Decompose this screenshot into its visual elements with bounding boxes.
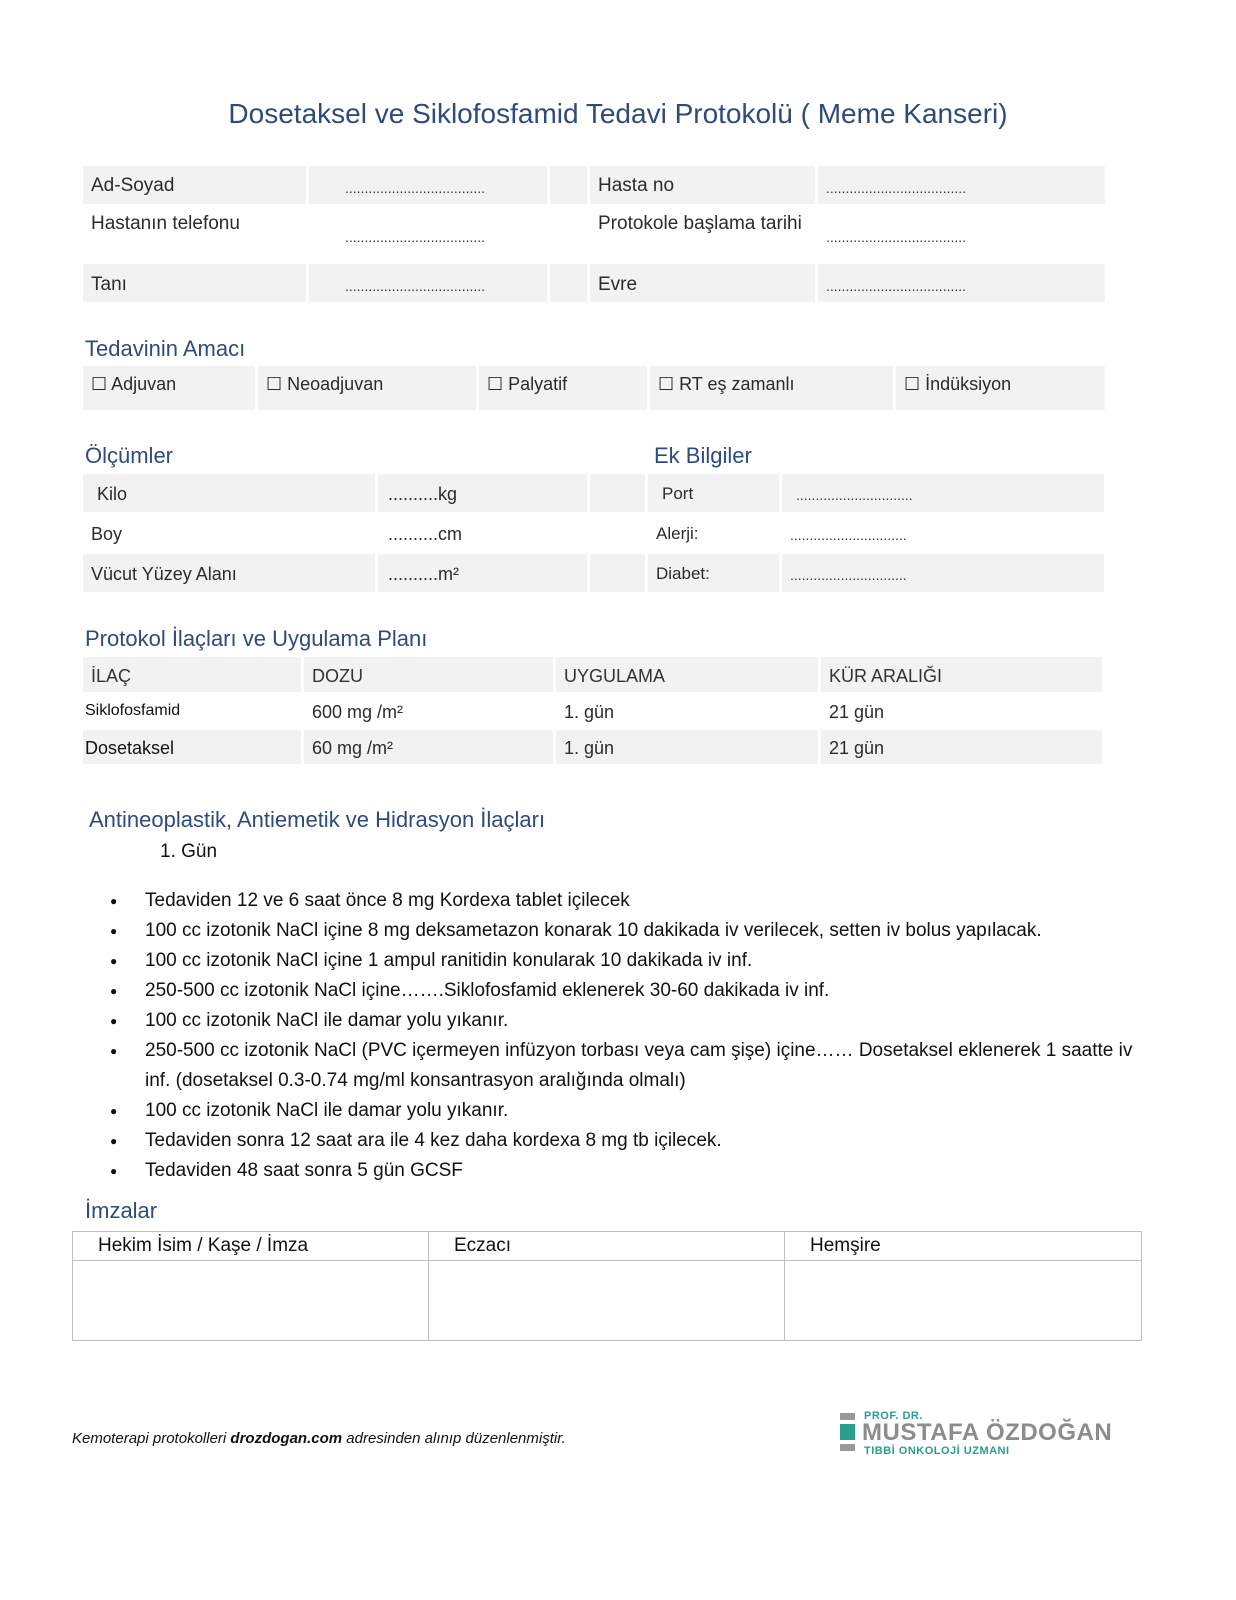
list-item: ● 100 cc izotonik NaCl içine 8 mg deksametazon konarak 10 dakikada iv verilecek, setten iv bolus yapılacak. <box>110 916 1150 946</box>
signature-header-hekim: Hekim İsim / Kaşe / İmza <box>98 1235 309 1256</box>
logo-prefix: PROF. DR. <box>864 1410 923 1422</box>
purpose-title: Tedavinin Amacı <box>85 336 246 361</box>
footer-note <box>72 1430 566 1447</box>
spacer-cell <box>590 554 645 592</box>
protocol-title: Protokol İlaçları ve Uygulama Planı <box>85 626 428 651</box>
list-item: ● 100 cc izotonik NaCl ile damar yolu yıkanır. <box>110 1006 1150 1036</box>
signature-table <box>72 1231 1142 1341</box>
protocol-row-2-interval: 21 gün <box>821 730 1102 764</box>
footer-site-link[interactable]: drozdogan.com <box>230 1430 343 1447</box>
spacer-cell <box>590 474 645 512</box>
protocol-header-dozu: DOZU <box>304 657 553 692</box>
logo-name: MUSTAFA ÖZDOĞAN <box>862 1419 1113 1446</box>
tani-field[interactable]: .................................... <box>309 264 547 302</box>
signature-header-eczaci: Eczacı <box>454 1235 512 1256</box>
evre-field[interactable]: .................................... <box>818 264 1105 302</box>
footer-text-before: Kemoterapi protokolleri <box>72 1430 231 1447</box>
boy-label: Boy <box>83 514 375 552</box>
option-adjuvan[interactable]: ☐ Adjuvan <box>83 366 255 410</box>
list-item: ● 250-500 cc izotonik NaCl içine…….Siklofosfamid eklenerek 30-60 dakikada iv inf. <box>110 976 1150 1006</box>
antineoplastic-title: Antineoplastik, Antiemetik ve Hidrasyon İlaçları <box>89 807 546 832</box>
alerji-label: Alerji: <box>648 514 779 552</box>
option-induksiyon[interactable]: ☐ İndüksiyon <box>896 366 1105 410</box>
page-title: Dosetaksel ve Siklofosfamid Tedavi Protokolü ( Meme Kanseri) <box>228 98 1008 129</box>
logo-bar-top <box>840 1413 855 1420</box>
kilo-label: Kilo <box>83 474 375 512</box>
protocol-row-1-application: 1. gün <box>556 694 818 728</box>
protocol-row-2-dose: 60 mg /m² <box>304 730 553 764</box>
diabet-field[interactable]: .............................. <box>782 554 1104 592</box>
protocol-header-kur-araligi: KÜR ARALIĞI <box>821 657 1102 692</box>
vya-field[interactable]: ..........m² <box>378 554 587 592</box>
extra-info-title: Ek Bilgiler <box>654 443 752 468</box>
signature-box-hekim[interactable] <box>73 1232 429 1340</box>
list-item: ● Tedaviden sonra 12 saat ara ile 4 kez daha kordexa 8 mg tb içilecek. <box>110 1126 1150 1156</box>
protocol-row-2-application: 1. gün <box>556 730 818 764</box>
signature-header-hemsire: Hemşire <box>810 1235 881 1256</box>
list-item: ● Tedaviden 48 saat sonra 5 gün GCSF <box>110 1156 1150 1186</box>
footer-text-after: adresinden alınıp düzenlenmiştir. <box>342 1430 566 1447</box>
list-item: ● 100 cc izotonik NaCl ile damar yolu yıkanır. <box>110 1096 1150 1126</box>
signatures-title: İmzalar <box>85 1198 158 1223</box>
hasta-no-field[interactable]: .................................... <box>818 166 1105 204</box>
kilo-field[interactable]: ..........kg <box>378 474 587 512</box>
logo <box>840 1410 1140 1460</box>
option-neoadjuvan[interactable]: ☐ Neoadjuvan <box>258 366 476 410</box>
tani-label: Tanı <box>83 264 306 302</box>
diabet-label: Diabet: <box>648 554 779 592</box>
start-date-field[interactable]: .................................... <box>818 206 1105 262</box>
list-item: ● 250-500 cc izotonik NaCl (PVC içermeyen infüzyon torbası veya cam şişe) içine…… Dosetaksel eklenerek 1 saatte iv inf. (dosetaksel 0.3-0.74 mg/ml konsantrasyon aralığında olmalı) <box>110 1036 1150 1096</box>
spacer-cell <box>550 166 587 204</box>
start-date-label: Protokole başlama tarihi <box>590 206 818 262</box>
name-label: Ad-Soyad <box>83 166 306 204</box>
protocol-header-ilac: İLAÇ <box>83 657 301 692</box>
port-label: Port <box>648 474 779 512</box>
protocol-row-1-interval: 21 gün <box>821 694 1102 728</box>
list-item: ● Tedaviden 12 ve 6 saat önce 8 mg Kordexa tablet içilecek <box>110 886 1150 916</box>
signature-header-divider <box>73 1260 1141 1261</box>
protocol-row-2-drug: Dosetaksel <box>83 730 301 764</box>
logo-subtitle: TIBBİ ONKOLOJİ UZMANI <box>864 1445 1010 1457</box>
option-palyatif[interactable]: ☐ Palyatif <box>479 366 647 410</box>
list-item: ● 100 cc izotonik NaCl içine 1 ampul ranitidin konularak 10 dakikada iv inf. <box>110 946 1150 976</box>
hasta-no-label: Hasta no <box>590 166 815 204</box>
alerji-field[interactable]: .............................. <box>782 514 1104 552</box>
protocol-row-1-dose: 600 mg /m² <box>304 694 553 728</box>
spacer-cell <box>550 264 587 302</box>
medication-list <box>110 886 1150 1186</box>
signature-box-eczaci[interactable] <box>429 1232 785 1340</box>
phone-label: Hastanın telefonu <box>83 206 306 262</box>
evre-label: Evre <box>590 264 815 302</box>
name-field[interactable]: .................................... <box>309 166 547 204</box>
port-field[interactable]: .............................. <box>782 474 1104 512</box>
protocol-row-1-drug: Siklofosfamid <box>83 694 301 728</box>
day-label: 1. Gün <box>160 841 218 862</box>
vya-label: Vücut Yüzey Alanı <box>83 554 375 592</box>
logo-bar-bottom <box>840 1444 855 1451</box>
protocol-header-uygulama: UYGULAMA <box>556 657 818 692</box>
boy-field[interactable]: ..........cm <box>378 514 587 552</box>
signature-box-hemsire[interactable] <box>785 1232 1141 1340</box>
measurements-title: Ölçümler <box>85 443 174 468</box>
phone-field[interactable]: .................................... <box>309 206 547 262</box>
logo-bar-middle <box>840 1424 855 1440</box>
option-rt-es-zamanli[interactable]: ☐ RT eş zamanlı <box>650 366 893 410</box>
